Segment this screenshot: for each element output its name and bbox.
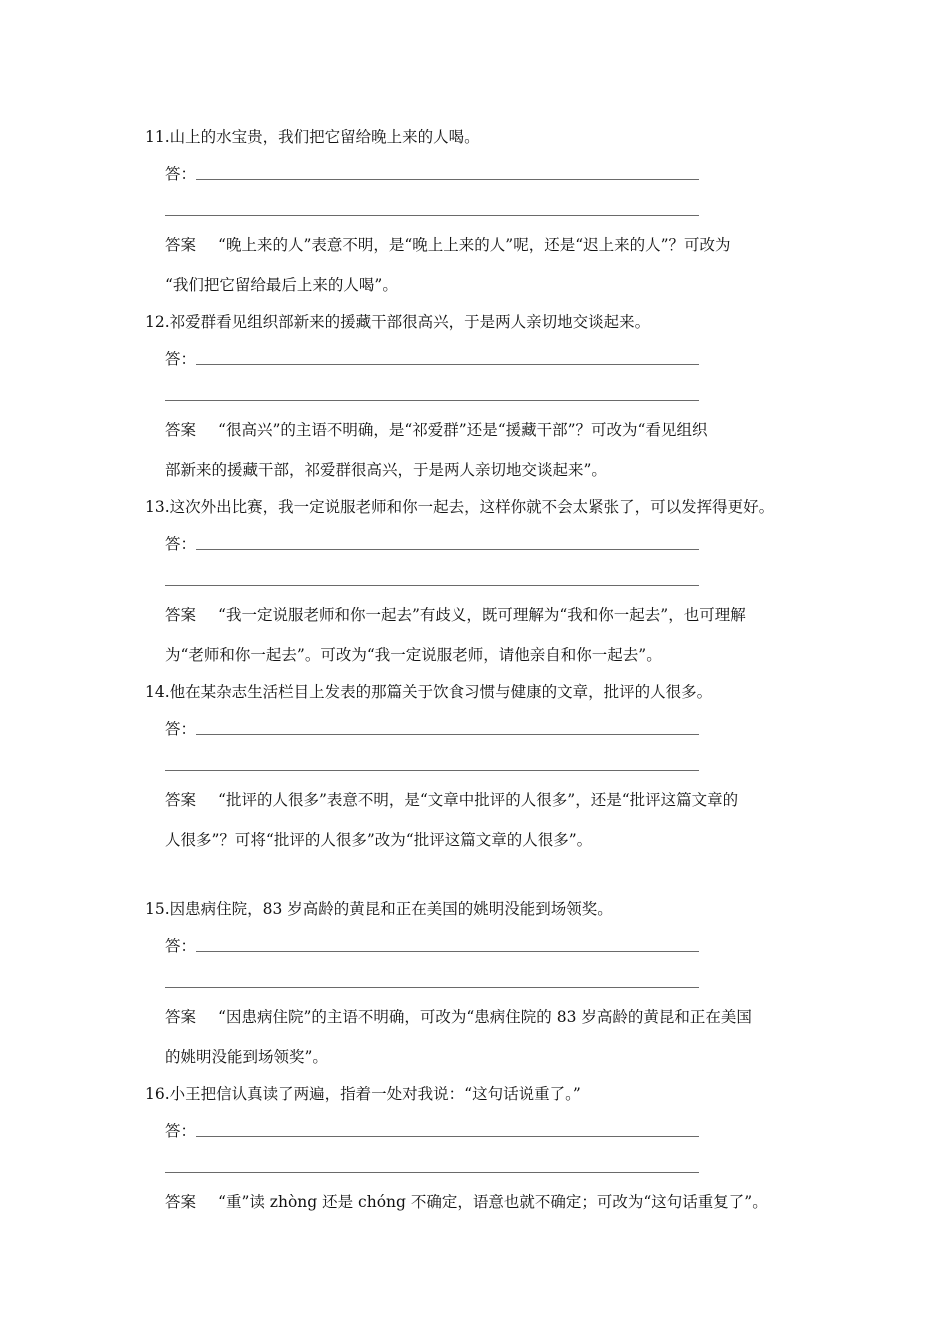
question-text: 因患病住院，83 岁高龄的黄昆和正在美国的姚明没能到场领奖。 [169, 900, 613, 918]
answer-text: “很高兴”的主语不明确，是“祁爱群”还是“援藏干部”？可改为“看见组织 [218, 421, 708, 439]
answer-13-cont: 为“老师和你一起去”。可改为“我一定说服老师，请他亲自和你一起去”。 [165, 646, 662, 664]
answer-text: “批评的人很多”表意不明，是“文章中批评的人很多”，还是“批评这篇文章的 [218, 791, 739, 809]
answer-11-cont: “我们把它留给最后上来的人喝”。 [165, 276, 398, 294]
answer-prefix: 答： [165, 535, 197, 553]
question-number: 14. [145, 683, 170, 701]
answer-prefix: 答： [165, 1122, 197, 1140]
answer-blank-line[interactable] [165, 1172, 699, 1173]
answer-blank-line[interactable] [196, 1136, 699, 1137]
answer-prefix: 答： [165, 720, 197, 738]
question-text: 祁爱群看见组织部新来的援藏干部很高兴，于是两人亲切地交谈起来。 [169, 313, 651, 331]
answer-15 [165, 1007, 810, 1027]
question-text: 他在某杂志生活栏目上发表的那篇关于饮食习惯与健康的文章，批评的人很多。 [169, 683, 713, 701]
answer-blank-line[interactable] [196, 734, 699, 735]
answer-blank-line[interactable] [165, 585, 699, 586]
answer-blank-line[interactable] [165, 400, 699, 401]
question-text: 小王把信认真读了两遍，指着一处对我说：“这句话说重了。” [169, 1085, 581, 1103]
answer-blank-line[interactable] [165, 770, 699, 771]
answer-12-cont: 部新来的援藏干部，祁爱群很高兴，于是两人亲切地交谈起来”。 [165, 461, 607, 479]
answer-14 [165, 790, 810, 810]
question-text: 这次外出比赛，我一定说服老师和你一起去，这样你就不会太紧张了，可以发挥得更好。 [169, 498, 775, 516]
answer-14-cont: 人很多”？可将“批评的人很多”改为“批评这篇文章的人很多”。 [165, 831, 593, 849]
answer-11 [165, 235, 810, 255]
question-number: 13. [145, 498, 170, 516]
question-12 [145, 312, 650, 332]
question-11 [145, 127, 480, 147]
question-16 [145, 1084, 581, 1104]
answer-tag: 答案 [165, 236, 197, 254]
answer-12 [165, 420, 810, 440]
answer-blank-line[interactable] [196, 951, 699, 952]
answer-blank-line[interactable] [165, 215, 699, 216]
answer-15-cont: 的姚明没能到场领奖”。 [165, 1048, 328, 1066]
question-13 [145, 497, 774, 517]
answer-prefix: 答： [165, 350, 197, 368]
answer-text: “我一定说服老师和你一起去”有歧义，既可理解为“我和你一起去”，也可理解 [218, 606, 746, 624]
answer-blank-line[interactable] [196, 364, 699, 365]
answer-tag: 答案 [165, 1008, 197, 1026]
question-15 [145, 899, 613, 919]
question-number: 15. [145, 900, 170, 918]
answer-text: “因患病住院”的主语不明确，可改为“患病住院的 83 岁高龄的黄昆和正在美国 [218, 1008, 752, 1026]
answer-16 [165, 1192, 810, 1212]
answer-tag: 答案 [165, 791, 197, 809]
question-14 [145, 682, 712, 702]
answer-prefix: 答： [165, 165, 197, 183]
question-text: 山上的水宝贵，我们把它留给晚上来的人喝。 [169, 128, 480, 146]
answer-tag: 答案 [165, 606, 197, 624]
answer-tag: 答案 [165, 1193, 197, 1211]
answer-tag: 答案 [165, 421, 197, 439]
answer-text: “晚上来的人”表意不明，是“晚上上来的人”呢，还是“迟上来的人”？可改为 [218, 236, 731, 254]
question-number: 16. [145, 1085, 170, 1103]
answer-13 [165, 605, 810, 625]
question-number: 12. [145, 313, 170, 331]
question-number: 11. [145, 128, 170, 146]
answer-blank-line[interactable] [165, 987, 699, 988]
answer-text: “重”读 zhòng 还是 chóng 不确定，语意也就不确定；可改为“这句话重复了”。 [218, 1193, 768, 1211]
answer-blank-line[interactable] [196, 549, 699, 550]
answer-prefix: 答： [165, 937, 197, 955]
answer-blank-line[interactable] [196, 179, 699, 180]
